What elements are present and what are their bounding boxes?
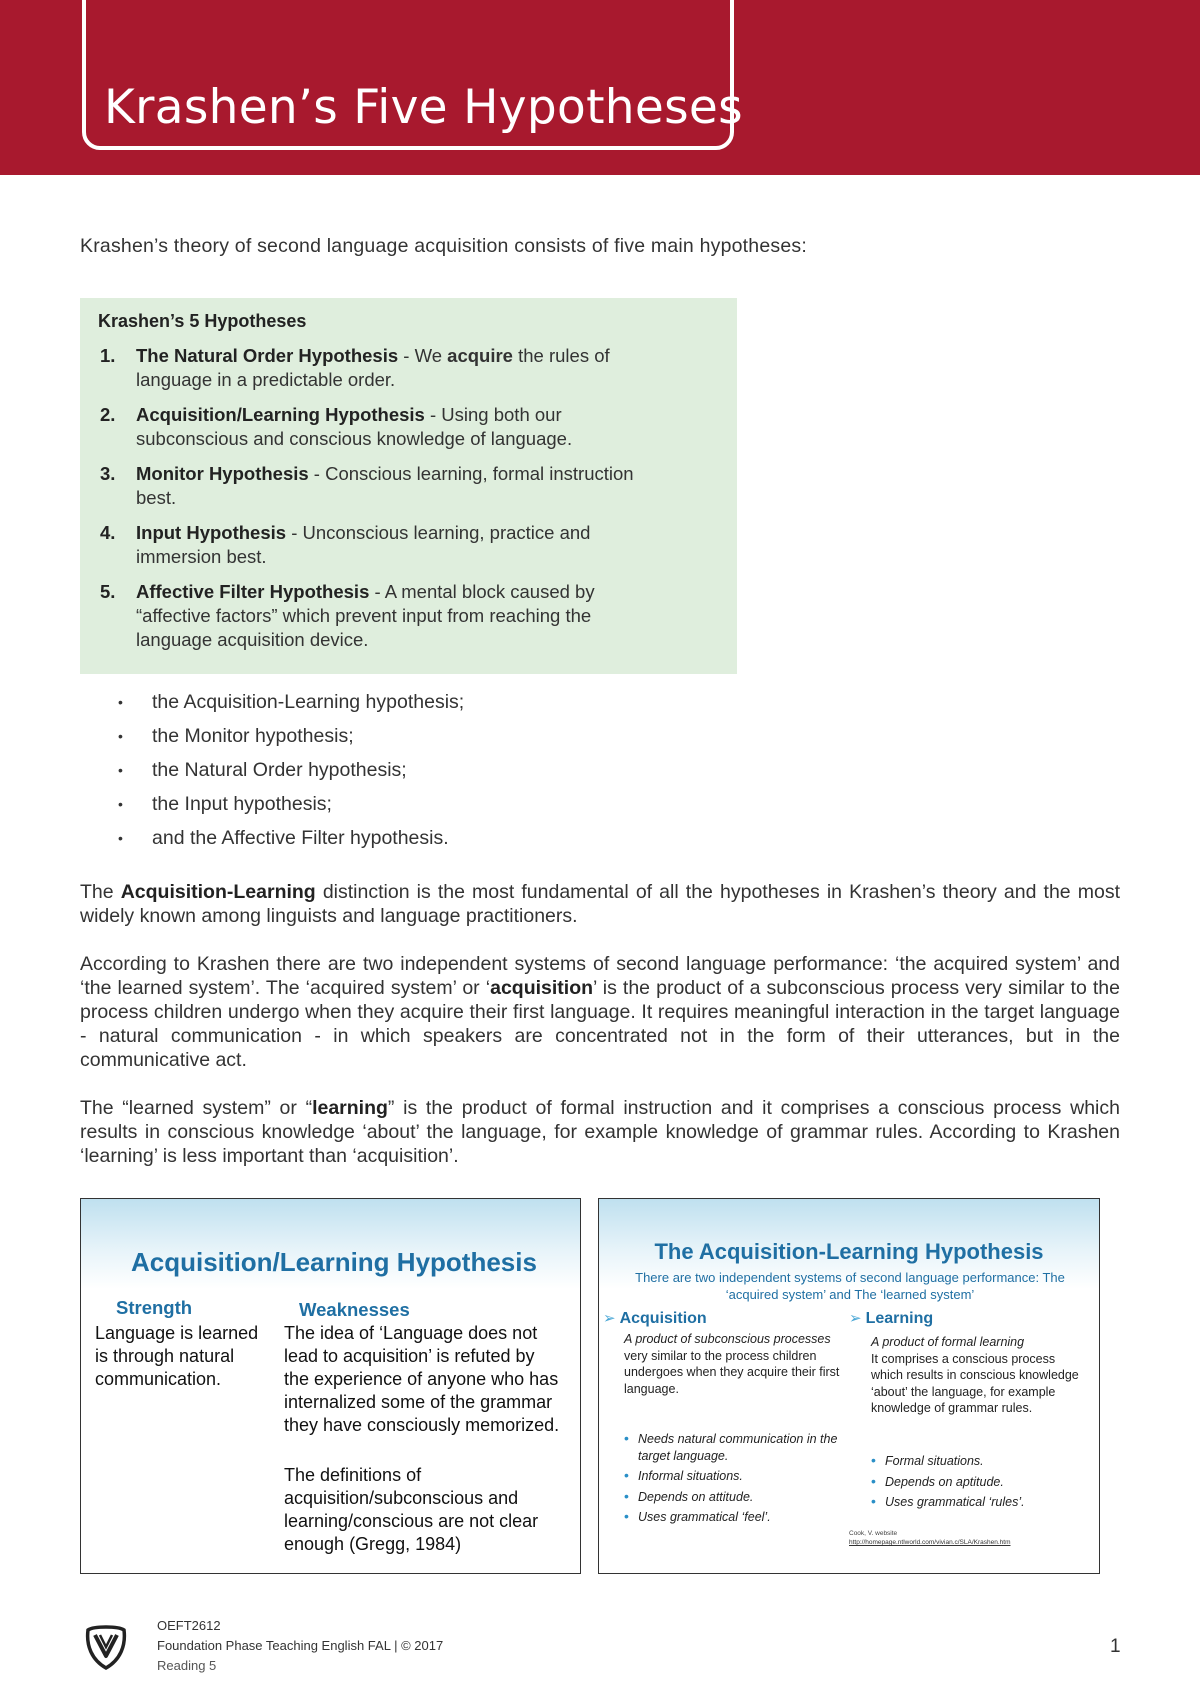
hypothesis-item <box>98 403 671 451</box>
hypothesis-name: Affective Filter Hypothesis <box>136 581 370 602</box>
hypothesis-text: - We <box>398 345 448 366</box>
paragraph-acquisition-learning <box>80 880 1120 928</box>
list-item <box>112 690 464 724</box>
list-item-text: Uses grammatical ‘feel’. <box>638 1510 771 1524</box>
acquisition-desc-plain: very similar to the process children undergoes when they acquire their first language. <box>624 1348 840 1396</box>
strength-heading: Strength <box>116 1297 193 1318</box>
footer-separator: | <box>390 1638 402 1653</box>
list-item <box>624 1509 844 1526</box>
source-link[interactable]: http://homepage.ntlworld.com/vivian.c/SLA/Krashen.htm <box>849 1539 1011 1546</box>
hypothesis-number: 5. <box>100 581 116 602</box>
learning-desc-plain: It comprises a conscious process which results in conscious knowledge ‘about’ the language, for example knowledge of grammar rules. <box>871 1351 1079 1415</box>
footer-text <box>157 1616 443 1676</box>
slide-strengths-weaknesses <box>80 1198 581 1574</box>
learning-bullets <box>871 1453 1086 1515</box>
paragraph-learned-system <box>80 1096 1120 1168</box>
list-item-text: and the Affective Filter hypothesis. <box>152 827 449 849</box>
list-item-text: Formal situations. <box>885 1454 984 1468</box>
slide-source <box>849 1529 1011 1547</box>
paragraph-emphasis: Acquisition-Learning <box>120 881 316 903</box>
source-label: Cook, V. website <box>849 1530 898 1537</box>
learning-description <box>871 1334 1086 1417</box>
paragraph-acquired-system <box>80 952 1120 1072</box>
bullet-icon: • <box>118 728 123 744</box>
bullet-icon: • <box>871 1493 876 1509</box>
learning-heading <box>849 1309 933 1328</box>
hypothesis-number: 4. <box>100 522 116 543</box>
hypothesis-name: Acquisition/Learning Hypothesis <box>136 404 425 425</box>
hypothesis-text: - Conscious learning, formal instruction best. <box>136 463 634 508</box>
list-item <box>112 724 464 758</box>
list-item <box>112 758 464 792</box>
page-number: 1 <box>1110 1636 1121 1657</box>
list-item-text: the Input hypothesis; <box>152 793 332 815</box>
course-name: Foundation Phase Teaching English FAL <box>157 1638 391 1653</box>
slide-title: The Acquisition-Learning Hypothesis <box>654 1239 1044 1264</box>
reading-label: Reading 5 <box>157 1658 217 1673</box>
hypothesis-text: - Using both our subconscious and conscious knowledge of language. <box>136 404 573 449</box>
hypothesis-name: Monitor Hypothesis <box>136 463 309 484</box>
list-item <box>624 1489 844 1506</box>
list-item <box>624 1431 844 1464</box>
paragraph-text: distinction is the most fundamental of all the hypotheses in Krashen’s theory and the most widely known among linguists and language practitioners. <box>80 881 1120 927</box>
weakness-text-2: The definitions of acquisition/subconscious and learning/conscious are not clear enough (Gregg, 1984) <box>284 1465 539 1554</box>
slide-title: Acquisition/Learning Hypothesis <box>131 1247 537 1277</box>
acquisition-desc-italic: A product of subconscious processes <box>624 1332 831 1346</box>
list-item-text: the Natural Order hypothesis; <box>152 759 407 781</box>
arrow-right-icon: ➢ <box>603 1310 616 1327</box>
copyright: © 2017 <box>401 1638 444 1653</box>
paragraph-text: According to Krashen there are two independent systems of second language performance: ‘the acquired system’ and ‘the learned system’. The ‘acquired system’ or ‘ <box>80 953 1120 999</box>
hypotheses-heading: Krashen’s 5 Hypotheses <box>98 311 307 331</box>
bullet-icon: • <box>624 1467 629 1483</box>
list-item-text: Depends on aptitude. <box>885 1474 1004 1489</box>
header-band <box>0 0 1200 175</box>
hypothesis-item <box>98 580 671 652</box>
acquisition-heading <box>603 1309 707 1328</box>
list-item-text: Informal situations. <box>638 1469 743 1483</box>
acquisition-bullets <box>624 1431 844 1530</box>
list-item-text: the Acquisition-Learning hypothesis; <box>152 691 465 713</box>
hypothesis-number: 1. <box>100 345 116 366</box>
list-item <box>112 826 464 860</box>
bullet-icon: • <box>118 830 123 846</box>
list-item-text: the Monitor hypothesis; <box>152 725 354 747</box>
hypothesis-text: - Unconscious learning, practice and immersion best. <box>136 522 591 567</box>
hypothesis-item <box>98 521 671 569</box>
footer-course-line <box>157 1636 443 1656</box>
slide-subtitle: There are two independent systems of second language performance: The ‘acquired system’ and The ‘learned system’ <box>635 1270 1065 1302</box>
acquisition-heading-text: Acquisition <box>619 1310 707 1327</box>
bullet-icon: • <box>871 1472 876 1489</box>
strength-text: Language is learned is through natural communication. <box>95 1323 259 1389</box>
bullet-icon: • <box>118 762 123 778</box>
bullet-icon: • <box>871 1452 876 1468</box>
list-item <box>871 1453 1086 1470</box>
arrow-right-icon: ➢ <box>849 1310 862 1327</box>
hypothesis-item <box>98 344 671 392</box>
hypotheses-list <box>98 344 719 652</box>
list-item <box>871 1494 1086 1511</box>
bullet-icon: • <box>118 796 123 812</box>
bullet-icon: • <box>118 694 123 710</box>
list-item <box>871 1474 1086 1491</box>
paragraph-emphasis: acquisition <box>490 977 594 999</box>
hypothesis-text-end: the rules of language in a predictable order. <box>136 345 610 390</box>
acquisition-description <box>624 1331 844 1397</box>
paragraph-emphasis: learning <box>312 1097 388 1119</box>
weakness-heading: Weaknesses <box>299 1299 410 1320</box>
page-title: Krashen’s Five Hypotheses <box>104 80 743 135</box>
bullet-icon: • <box>624 1430 629 1446</box>
list-item-text: Uses grammatical ‘rules’. <box>885 1495 1025 1509</box>
weakness-text-1: The idea of ‘Language does not lead to acquisition’ is refuted by the experience of anyone who has internalized some of the grammar they have consciously memorized. <box>284 1323 560 1435</box>
list-item <box>624 1468 844 1485</box>
hypotheses-box <box>80 298 737 674</box>
learning-heading-text: Learning <box>865 1310 934 1327</box>
paragraph-text: The <box>80 881 121 903</box>
university-logo-icon <box>80 1620 132 1672</box>
paragraph-text: ’ is the product of a subconscious process very similar to the process children undergo when they acquire their first language. It requires meaningful interaction in the target language - natural communication - in which speakers are concentrated not in the form of their utterances, but in the communicative act. <box>80 977 1120 1071</box>
bullet-icon: • <box>624 1487 629 1504</box>
hypotheses-bullet-list <box>112 690 464 860</box>
learning-desc-italic: A product of formal learning <box>871 1335 1025 1349</box>
paragraph-text: ” is the product of formal instruction and it comprises a conscious process which results in conscious knowledge ‘about’ the language, for example knowledge of grammar rules. According to Krashen ‘learning’ is less important than ‘acquisition’. <box>80 1097 1120 1167</box>
hypothesis-number: 2. <box>100 404 116 425</box>
list-item <box>112 792 464 826</box>
hypothesis-name: The Natural Order Hypothesis <box>136 345 399 366</box>
bullet-icon: • <box>624 1508 629 1524</box>
hypothesis-number: 3. <box>100 463 116 484</box>
list-item-text: Needs natural communication in the target language. <box>638 1432 838 1463</box>
paragraph-text: The “learned system” or “ <box>80 1097 313 1119</box>
course-code: OEFT2612 <box>157 1618 221 1633</box>
hypothesis-item <box>98 462 671 510</box>
hypothesis-emphasis: acquire <box>447 345 513 366</box>
hypothesis-text: - A mental block caused by “affective factors” which prevent input from reaching the language acquisition device. <box>136 581 595 650</box>
intro-text: Krashen’s theory of second language acquisition consists of five main hypotheses: <box>80 235 807 257</box>
slide-acquisition-learning <box>598 1198 1100 1574</box>
list-item-text: Depends on attitude. <box>638 1489 754 1504</box>
hypothesis-name: Input Hypothesis <box>136 522 287 543</box>
